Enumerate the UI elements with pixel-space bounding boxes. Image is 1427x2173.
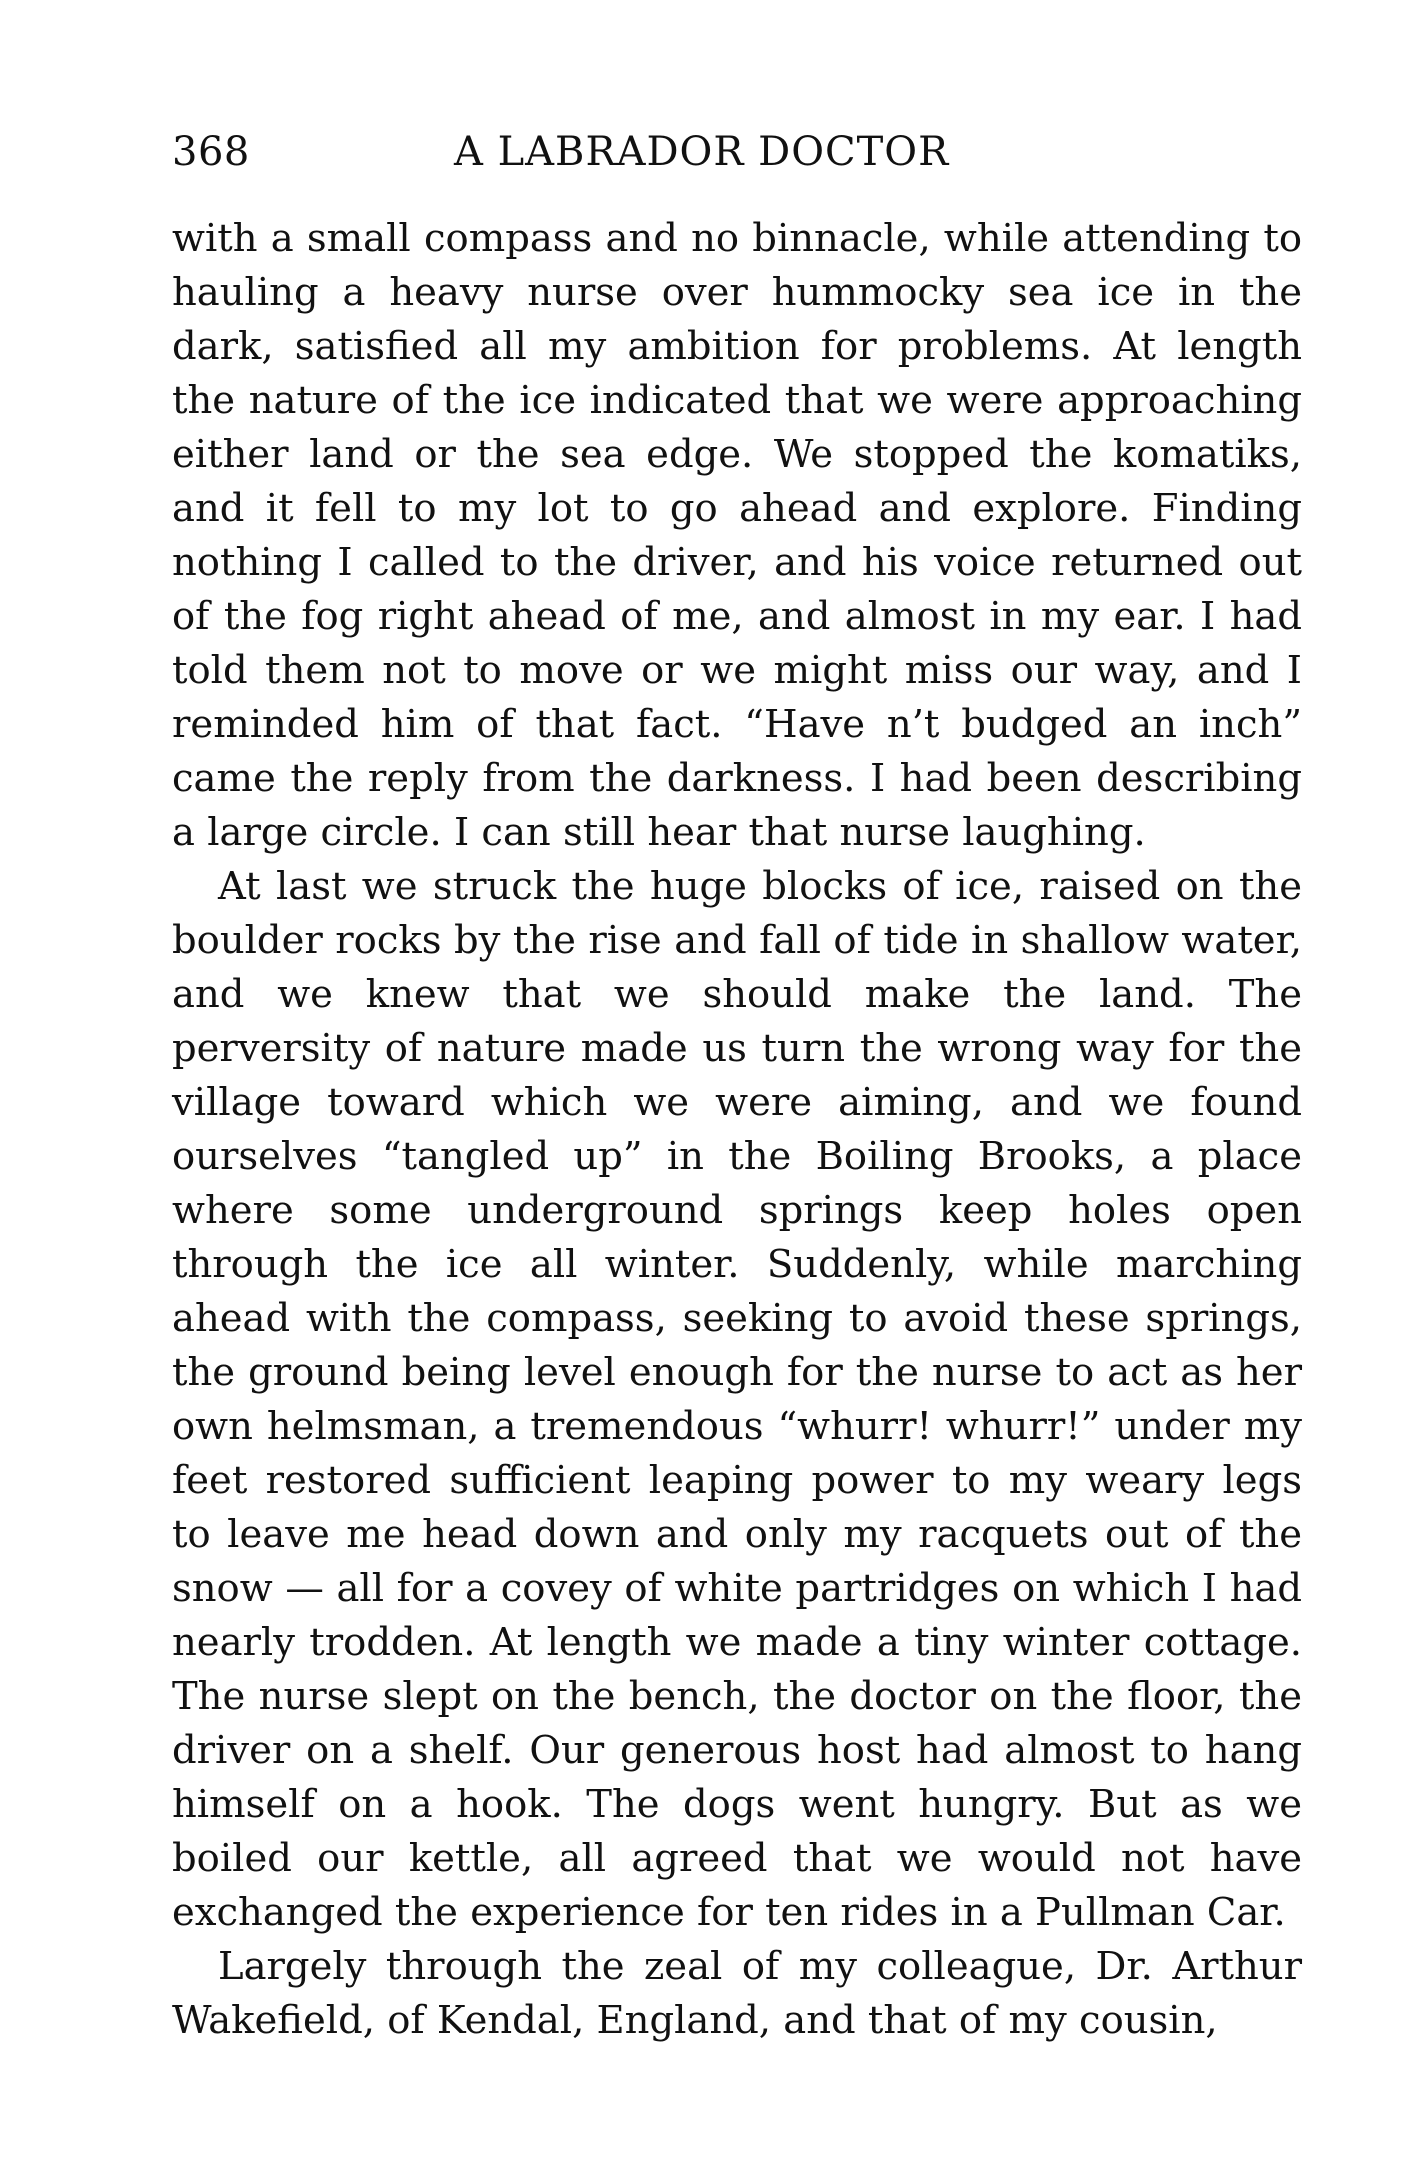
page-number: 368 <box>172 129 250 175</box>
running-title: A LABRADOR DOCTOR <box>454 129 950 175</box>
body-text <box>172 212 1302 2048</box>
paragraph-3: Largely through the zeal of my colleague, Dr. Arthur Wakefield, of Kendal, England, and that of my cousin, <box>172 1944 1302 2043</box>
paragraph-1: with a small compass and no binnacle, while attending to hauling a heavy nurse over hummocky sea ice in the dark, satisfied all my ambition for problems. At length the nature of the ice indicated that we were approaching either land or the sea edge. We stopped the komatiks, and it fell to my lot to go ahead and explore. Finding nothing I called to the driver, and his voice returned out of the fog right ahead of me, and almost in my ear. I had told them not to move or we might miss our way, and I reminded him of that fact. “Have n’t budged an inch” came the reply from the darkness. I had been describing a large circle. I can still hear that nurse laughing. <box>172 216 1302 855</box>
paragraph-2: At last we struck the huge blocks of ice, raised on the boulder rocks by the rise and fall of tide in shallow water, and we knew that we should make the land. The perversity of nature made us turn the wrong way for the village toward which we were aiming, and we found ourselves “tangled up” in the Boiling Brooks, a place where some underground springs keep holes open through the ice all winter. Suddenly, while marching ahead with the compass, seeking to avoid these springs, the ground being level enough for the nurse to act as her own helmsman, a tremendous “whurr! whurr!” under my feet restored sufficient leaping power to my weary legs to leave me head down and only my racquets out of the snow — all for a covey of white partridges on which I had nearly trodden. At length we made a tiny winter cottage. The nurse slept on the bench, the doctor on the floor, the driver on a shelf. Our generous host had almost to hang himself on a hook. The dogs went hungry. But as we boiled our kettle, all agreed that we would not have exchanged the experience for ten rides in a Pullman Car. <box>172 864 1302 1935</box>
page-header <box>172 122 1302 182</box>
